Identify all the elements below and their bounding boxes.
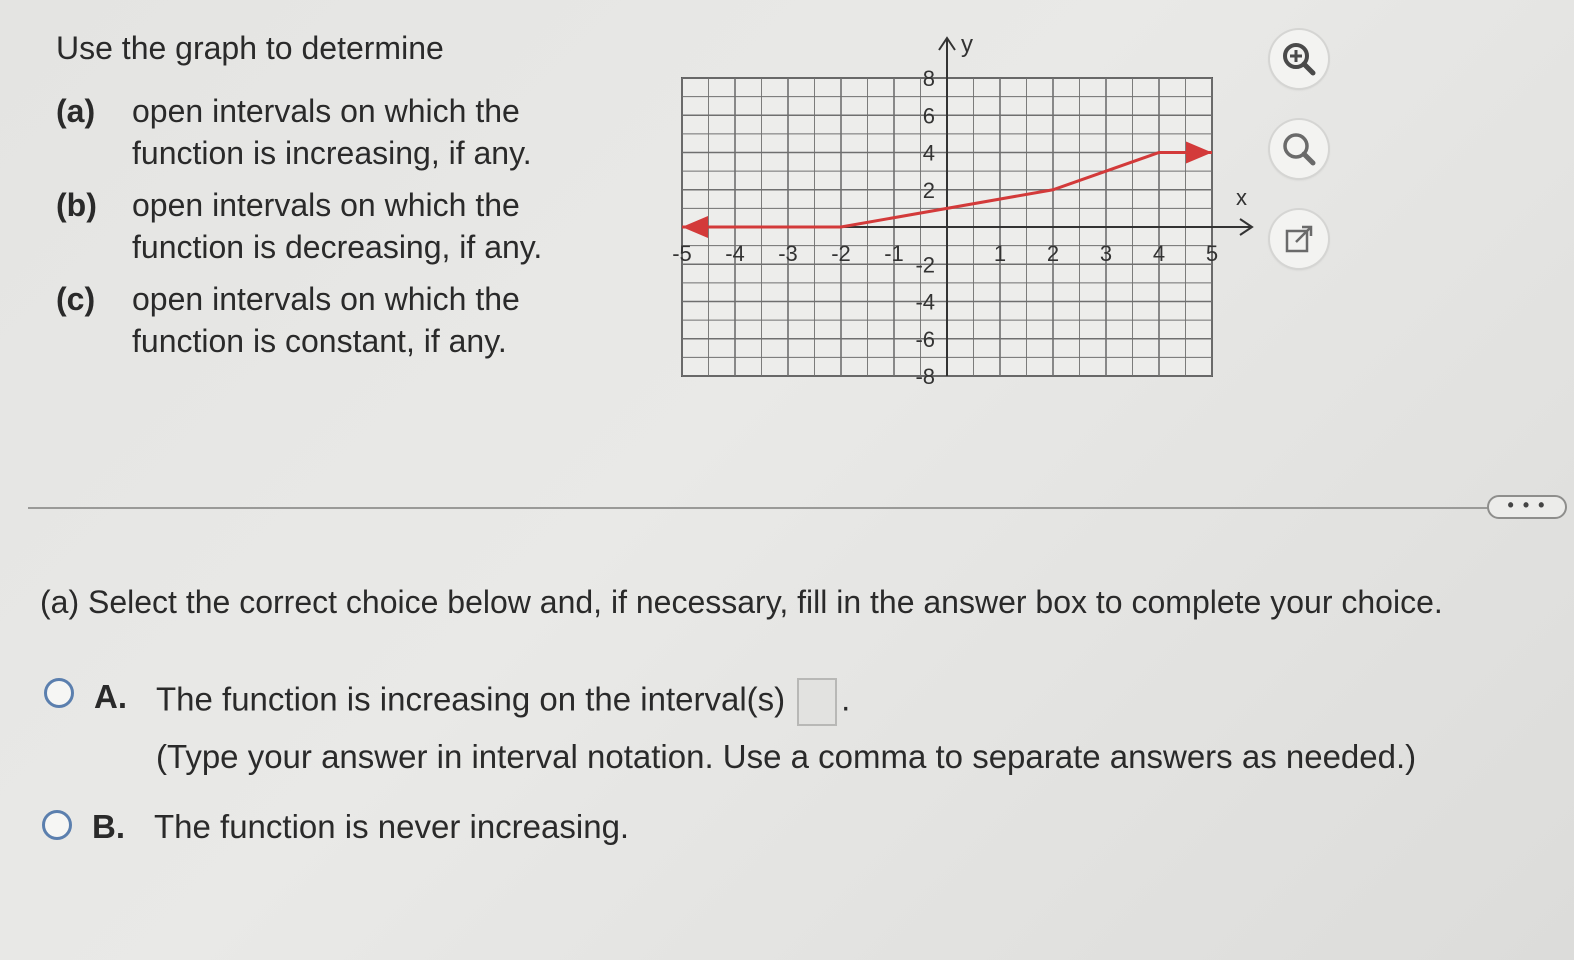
part-text	[132, 184, 616, 268]
x-tick-label: 1	[993, 241, 1007, 266]
choice-text: The function is never increasing.	[154, 808, 630, 845]
part-line: function is decreasing, if any.	[132, 229, 543, 265]
graph-svg	[662, 30, 1262, 390]
choice-a[interactable]	[0, 670, 1574, 730]
part-letter: (c)	[56, 281, 96, 317]
part-text	[132, 90, 616, 174]
part-line: open intervals on which the	[132, 187, 520, 223]
y-tick-label: -8	[915, 364, 935, 389]
more-options-button[interactable]: • • •	[1487, 495, 1567, 519]
y-tick-label: 4	[922, 140, 935, 166]
answer-input[interactable]	[797, 678, 837, 726]
prompt-title: Use the graph to determine	[56, 30, 444, 66]
x-tick-label: 2	[1046, 241, 1060, 266]
choice-b[interactable]	[0, 794, 1574, 854]
question-prompt: (a) Select the correct choice below and, if necessary, fill in the answer box to complete your choice.	[40, 584, 1443, 620]
zoom-in-button[interactable]	[1270, 30, 1328, 88]
y-tick-label: 8	[922, 66, 935, 91]
x-tick-label: -1	[884, 241, 904, 266]
radio-choice-a[interactable]	[44, 678, 74, 708]
part-line: open intervals on which the	[132, 93, 520, 129]
x-axis-label: x	[1236, 185, 1247, 210]
y-axis-label: y	[961, 31, 973, 58]
external-link-icon	[1281, 221, 1317, 257]
choice-letter: A.	[94, 678, 127, 715]
problem-statement	[56, 28, 616, 372]
choice-text-before: The function is increasing on the interval(s)	[156, 680, 786, 718]
choice-text	[156, 678, 850, 726]
section-divider	[28, 507, 1488, 509]
y-tick-label: 2	[922, 177, 935, 203]
part-letter: (b)	[56, 187, 97, 223]
radio-choice-b[interactable]	[42, 810, 72, 840]
part-c	[56, 278, 616, 362]
x-tick-label: -5	[672, 241, 692, 266]
x-tick-label: 4	[1152, 241, 1166, 266]
part-line: function is increasing, if any.	[132, 135, 532, 171]
function-graph	[662, 30, 1262, 390]
part-line: open intervals on which the	[132, 281, 520, 317]
x-tick-label: 3	[1099, 241, 1113, 266]
part-text	[132, 278, 616, 362]
popout-button[interactable]	[1270, 210, 1328, 268]
x-tick-label: -2	[831, 241, 851, 266]
y-tick-label: -2	[915, 252, 935, 278]
part-letter: (a)	[56, 93, 96, 129]
y-tick-label: -6	[915, 326, 935, 352]
y-tick-label: -4	[915, 289, 935, 315]
zoom-out-icon	[1279, 129, 1319, 169]
x-tick-label: -4	[725, 241, 745, 266]
zoom-in-icon	[1279, 39, 1319, 79]
choice-letter: B.	[92, 808, 125, 845]
choice-text-after: .	[841, 680, 851, 718]
zoom-out-button[interactable]	[1270, 120, 1328, 178]
part-line: function is constant, if any.	[132, 323, 507, 359]
part-a	[56, 90, 616, 174]
x-tick-label: 5	[1205, 241, 1219, 266]
part-b	[56, 184, 616, 268]
answer-hint: (Type your answer in interval notation. Use a comma to separate answers as needed.)	[156, 738, 1417, 775]
y-tick-label: 6	[922, 103, 935, 129]
x-tick-label: -3	[778, 241, 798, 266]
